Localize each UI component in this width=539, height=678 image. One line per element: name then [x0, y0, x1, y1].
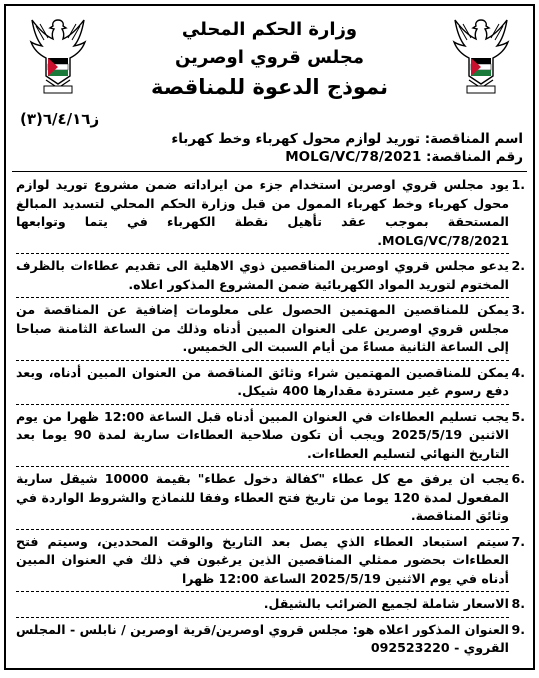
notice-header [6, 6, 533, 114]
item-number: 1. [511, 177, 525, 192]
tender-name: اسم المناقصة: توريد لوازم محول كهرباء وخط كهرباء [171, 131, 523, 147]
item-text: الاسعار شاملة لجميع الضرائب بالشيقل. [263, 596, 509, 611]
item-number: 4. [511, 364, 525, 380]
item-number: 5. [511, 408, 525, 424]
list-item [16, 621, 525, 658]
item-text: يمكن للمناقصين المهتمين شراء وثائق المناقصة من العنوان المبين أدناه، وبعد دفع رسوم غير مستردة مقدارها 400 شيكل. [16, 364, 509, 398]
list-item [16, 176, 525, 254]
item-number: 9. [511, 621, 525, 637]
ministry-heading [6, 16, 533, 72]
item-separator [16, 404, 509, 405]
tender-number [16, 148, 523, 166]
list-item [16, 364, 525, 405]
item-text: سيتم استبعاد العطاء الذي يصل بعد التاريخ والوقت المحددين، وسيتم فتح العطاءات بحضور ممثلي المناقصين الذين يرغبون في ذلك في العنوان المبين أدناه في يوم الاثنين 2025/5/19 الساعة 12:00 ظهرا [16, 533, 509, 586]
tender-notice [4, 4, 535, 670]
ministry-name: وزارة الحكم المحلي [181, 19, 358, 40]
list-item [16, 408, 525, 468]
item-text: يدعو مجلس قروي اوصرين المناقصين ذوي الاهلية الى تقديم عطاءات بالظرف المختوم لتوريد المواد الكهربائية ضمن المشروع المذكور اعلاه. [16, 258, 509, 292]
reference-code: ز٦/٤/١٦(٣) [20, 110, 100, 128]
council-name: مجلس قروي اوصرين [174, 47, 365, 68]
tender-number-label: رقم المناقصة: [426, 149, 523, 165]
item-text: يمكن للمناقصين المهتمين الحصول على معلومات إضافية عن المناقصة من مجلس قروي اوصرين على العنوان المبين أدناه وذلك من الساعة الثامنة صباحا إلى الساعة الثانية مساءً من أيام السبت الى الخميس. [16, 302, 509, 354]
item-separator [16, 617, 509, 618]
item-number: 3. [511, 302, 525, 317]
item-separator [16, 297, 509, 298]
item-text: يجب ان يرفق مع كل عطاء "كفالة دخول عطاء" بقيمة 10000 شيقل سارية المفعول لمدة 120 يوما من تاريخ فتح العطاء وفقا للنماذج والشروط الواردة في وثائق المناقصة. [16, 471, 510, 523]
item-text: يجب تسليم العطاءات في العنوان المبين أدناه قبل الساعة 12:00 ظهرا من يوم الاثنين 2025/5/19 ويجب أن تكون صلاحية العطاءات سارية لمدة 90 يوما بعد التاريخ النهائي لتسليم العطاءات. [16, 408, 510, 461]
item-separator [16, 591, 509, 592]
list-item [16, 301, 525, 361]
tender-number-value: MOLG/VC/78/2021 [285, 149, 422, 165]
divider [12, 171, 527, 172]
item-number: 8. [511, 596, 525, 611]
item-separator [16, 360, 509, 361]
list-item [16, 257, 525, 298]
item-text: العنوان المذكور اعلاه هو: مجلس قروي اوصرين/قرية اوصرين / نابلس - المجلس القروي - 092523220 [16, 621, 509, 655]
item-number: 6. [511, 471, 525, 486]
tender-subject [16, 130, 523, 166]
item-separator [16, 529, 509, 530]
item-text: يود مجلس قروي اوصرين استخدام جزء من ايراداته ضمن مشروع توريد لوازم محول كهرباء وخط كهرباء الممول من قبل وزارة الحكم المحلي لتسديد المبالغ المستحقة بموجب عقد تأهيل نقطة الكهرباء في يتما وتوابعها MOLG/VC/78/2021. [16, 177, 509, 248]
item-separator [16, 253, 509, 254]
list-item [16, 470, 525, 530]
item-number: 7. [511, 533, 525, 549]
item-separator [16, 466, 509, 467]
list-item [16, 595, 525, 618]
page-title: نموذج الدعوة للمناقصة [151, 75, 388, 99]
tender-conditions-list [16, 176, 525, 658]
item-number: 2. [511, 258, 525, 273]
list-item [16, 533, 525, 593]
